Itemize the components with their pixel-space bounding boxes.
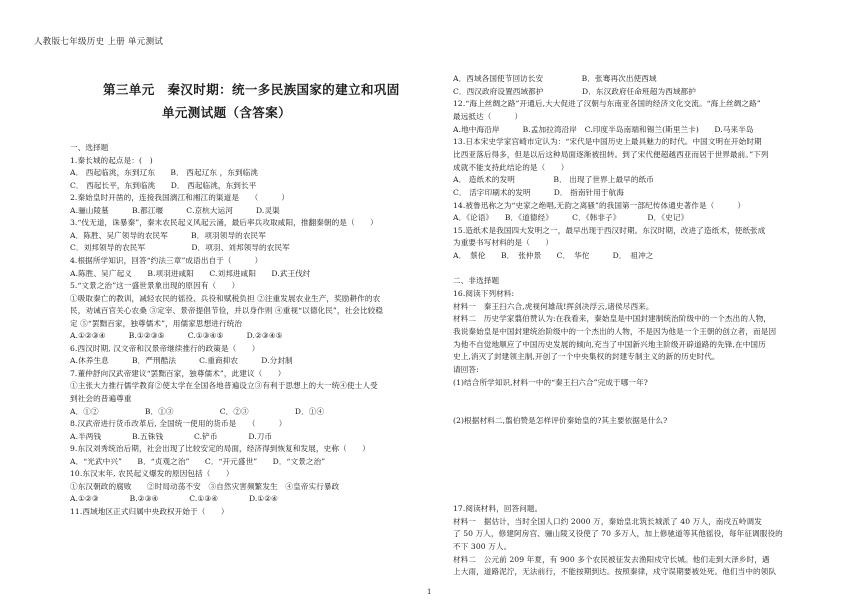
right-text-line: A.地中海沿岸 B.孟加拉湾沿岸 C.印度半岛南端和锡兰(斯里兰卡) D.马来半岛 — [453, 124, 754, 134]
right-text-line: 为他不自觉地顺应了中国历史发展的倾向,充当了中国新兴地主阶级开辟道路的先锋,在中国历 — [453, 339, 766, 349]
document-header: 人教版七年级历史 上册 单元测试 — [34, 37, 164, 47]
left-text-line: A.休养生息 B．严刑酷法 C.重商抑农 D.分封制 — [70, 356, 293, 366]
left-text-line: 定 ⑤“罢黜百家，独尊儒术”，用儒家思想进行统治 — [70, 318, 243, 328]
right-text-line: A． 造纸术的发明 B． 出现了世界上最早的纸币 — [453, 175, 654, 185]
right-text-line: C．西汉政府设置西域都护 D．东汉政府任命班超为西域都护 — [453, 86, 696, 96]
left-text-line: A． 西起临洮，东到辽东 B． 西起辽东 ，东到临洮 — [70, 168, 259, 178]
right-text-line: 17.阅读材料，回答问题。 — [453, 504, 543, 514]
left-text-line: 7.董仲舒向汉武帝建议“罢黜百家，独尊儒术”，此建议（ ） — [70, 368, 286, 378]
left-text-line: A.骊山陵墓 B.都江堰 C.京杭大运河 D.灵渠 — [70, 205, 280, 215]
right-text-line: (1)结合所学知识,材料一中的“秦王扫六合”完成于哪一年? — [453, 377, 648, 387]
right-text-line: 比西亚落后得多，但是以后这种局面逐渐被扭转。到了宋代便超越西亚而居于世界最前。”下列 — [453, 149, 769, 159]
right-text-line: 上大雨，道路泥泞，无法前行，不能按期到达。按照秦律，戍守误期要被处死。他们当中的领队 — [453, 567, 777, 577]
right-text-line: 13.日本宋史学家宫崎市定认为：“宋代是中国历史上最具魅力的时代。中国文明在开始时期 — [453, 137, 762, 147]
right-text-line: 不下 300 万人。 — [453, 542, 512, 552]
left-text-line: A.①②③④ B.①②③⑤ C.①③④⑤ D.②③④⑤ — [70, 331, 283, 341]
left-text-line: ①主张大力推行儒学教育②使太学在全国各地普遍设立③有利于思想上的大一统④使士人受 — [70, 381, 378, 391]
left-text-line: 4.根据所学知识，回答“约法三章”成语出自于（ ） — [70, 255, 263, 265]
left-text-line: 民，劝诫百官关心农桑 ③定宰、景帝提倡节俭，并以身作则 ④重视“以德化民”，社会比较稳 — [70, 306, 384, 316]
left-text-line: 5.“文景之治”这一盛世景象出现的原因有（ ） — [70, 281, 240, 291]
right-text-line: 了 50 万人，修建阿房宫、骊山陵又役使了 70 多万人，加上修驰道等其他徭役，每年征调服役的 — [453, 529, 783, 539]
left-text-line: 2.秦始皇时开凿的，连接我国漓江和湘江的渠道是 （ ） — [70, 193, 290, 203]
right-text-line: 最远抵达（ ） — [453, 111, 523, 121]
left-text-line: A.陈胜、吴广起义 B.项羽进咸阳 C.刘邦进咸阳 D.武王伐纣 — [70, 268, 311, 278]
right-text-line: 材料二 公元前 209 年夏，有 900 多个农民被征发去渔阳戍守长城。他们走到大泽乡时，遇 — [453, 554, 770, 564]
left-text-line: ①吸取秦亡的教训，减轻农民的徭役、兵役和赋税负担 ②注重发展农业生产，奖励耕作的农 — [70, 293, 381, 303]
left-text-line: 3.“伐无道，诛暴秦”，秦末农民起义风起云涌，最后率兵攻取咸阳，推翻秦朝的是（ ） — [70, 218, 378, 228]
right-text-line: A．《论语》 B．《道德经》 C．《韩非子》 D．《史记》 — [453, 213, 689, 223]
left-text-line: 8.汉武帝进行货币改革后, 全国统一使用的货币是 （ ） — [70, 419, 287, 429]
left-text-line: C．刘邦领导的农民军 D．项羽、刘邦领导的农民军 — [70, 243, 290, 253]
right-text-line: 为重要书写材料的是（ ） — [453, 238, 554, 248]
left-text-line: C． 西起长平，东到临洮 D． 西起临洮，东到长平 — [70, 180, 257, 190]
right-text-line: 16.阅读下列材料: — [453, 289, 515, 299]
left-text-line: 9.东汉刘秀统治后期，社会出现了比较安定的局面，经济得到恢复和发展，史称（ ） — [70, 444, 370, 454]
left-text-line: A．①② B．①③ C．②③ D．①④ — [70, 406, 325, 416]
right-text-line: 12.“海上丝绸之路”开通后,大大促进了汉朝与东南亚各国的经济文化交流。“海上丝绸之路” — [453, 99, 761, 109]
left-text-line: 6.西汉时期, 汉文帝和汉景帝继续推行的政策是（ ） — [70, 343, 260, 353]
right-text-line: 材料一 秦王扫六合,虎视何雄哉!挥剑决浮云,诸侯尽西来。 — [453, 301, 654, 311]
left-text-line: A.半两钱 B.五铢钱 C.铲币 D.刀币 — [70, 431, 273, 441]
right-text-line: A． 蔡伦 B． 张仲景 C． 华佗 D． 祖冲之 — [453, 251, 654, 261]
right-text-line: C． 活字印刷术的发明 D． 指南针用于航海 — [453, 187, 624, 197]
left-text-line: A.①②③ B.②③④ C.①③④ D.①②④ — [70, 494, 279, 504]
left-text-line: 到社会的普遍尊重 — [70, 394, 132, 403]
left-text-line: 1.秦长城的起点是：( ) — [70, 155, 153, 165]
left-text-line: 一、选择题 — [70, 143, 109, 152]
left-text-line: A．陈胜、吴广领导的农民军 B．项羽领导的农民军 — [70, 230, 266, 240]
right-text-line: 材料二 历史学家翦伯赞认为:在我看来，秦始皇是中国封建制统治阶级中的一个杰出的人物， — [453, 314, 772, 324]
right-text-line: 请回答: — [453, 364, 479, 374]
test-subtitle: 单元测试题（含答案） — [162, 105, 292, 120]
right-text-line: A．西域各国使节回访长安 B．张骞再次出使西域 — [453, 74, 657, 83]
left-text-line: 11.西域地区正式归属中央政权开始于（ ） — [70, 506, 229, 516]
left-text-line: ①东汉朝政的腐败 ②时局动荡不安 ③自然灾害频繁发生 ④皇帝实行暴政 — [70, 481, 340, 491]
right-text-line: 14.被鲁迅称之为“史家之绝唱,无韵之离骚”的我国第一部纪传体通史著作是（ ） — [453, 200, 746, 210]
right-text-line: 我说秦始皇是中国封建统治阶级中的一个杰出的人物，不是因为他是一个王朝的创立者，而是因 — [453, 327, 777, 336]
page-number: 1 — [427, 588, 432, 596]
unit-title: 第三单元 秦汉时期：统一多民族国家的建立和巩固 — [103, 82, 400, 97]
left-text-line: 10.东汉末年, 农民起义爆发的原因包括（ ） — [70, 469, 234, 479]
right-text-line: 史上,消灭了封建领主制,开创了一个中央集权的封建专制主义的新的历史时代。 — [453, 352, 720, 362]
right-text-line: 二、非选择题 — [453, 276, 500, 286]
right-text-line: 材料一 据估计，当时全国人口约 2000 万，秦始皇北筑长城派了 40 万人，南戍五岭调发 — [453, 516, 762, 526]
right-text-line: 15.造纸术是我国四大发明之一，最早出现于西汉时期。东汉时期，改进了造纸术，使纸张成 — [453, 225, 766, 235]
left-text-line: A．“光武中兴” B．“贞观之治” C．“开元盛世” D．“文景之治” — [70, 456, 326, 466]
right-text-line: (2)根据材料二,翦伯赞是怎样评价秦始皇的?其主要依据是什么? — [453, 415, 668, 425]
right-text-line: 成就不能支持此结论的是（ ） — [453, 162, 569, 172]
